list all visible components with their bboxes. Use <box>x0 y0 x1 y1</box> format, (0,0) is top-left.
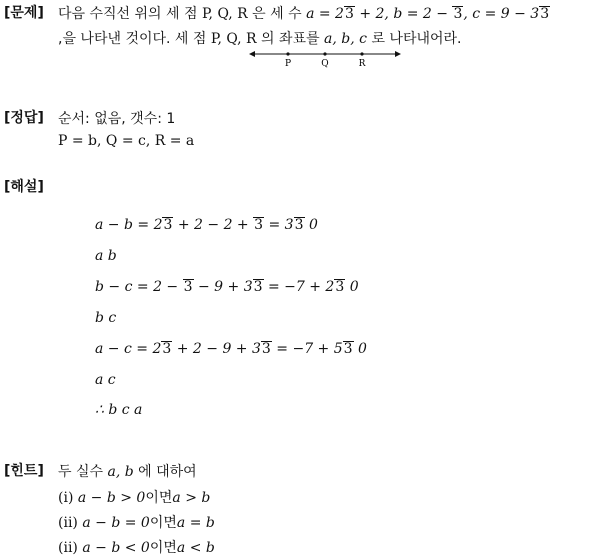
point-q-dot <box>323 52 326 55</box>
point-p-label: P <box>284 59 292 69</box>
number-line <box>249 49 401 71</box>
explanation-row-3: b − c = 2 − 3 − 9 + 33 = −7 + 23 0 <box>95 279 359 295</box>
answer-label: [정답] <box>4 110 44 126</box>
hint-line-4: (ii) a − b < 0이면a < b <box>58 540 215 556</box>
problem-label: [문제] <box>4 5 44 21</box>
explanation-conclusion: ∴ b c a <box>95 402 143 418</box>
hint-line-1: 두 실수 a, b 에 대하여 <box>58 464 197 480</box>
problem-line-1: 다음 수직선 위의 세 점 P, Q, R 은 세 수 a = 23 + 2, b = 2 − 3, c = 9 − 33 <box>58 6 550 22</box>
explanation-label: [해설] <box>4 179 44 195</box>
hint-line-3: (ii) a − b = 0이면a = b <box>58 515 215 531</box>
hint-line-2: (i) a − b > 0이면a > b <box>58 490 211 506</box>
problem-line-2: ,을 나타낸 것이다. 세 점 P, Q, R 의 좌표를 a, b, c 로 나타내어라. <box>58 31 462 47</box>
explanation-row-4: b c <box>95 310 117 326</box>
answer-line-2: P = b, Q = c, R = a <box>58 133 195 149</box>
right-arrow-icon <box>395 51 401 57</box>
point-q-label: Q <box>321 59 329 69</box>
point-p-dot <box>286 52 289 55</box>
explanation-row-6: a c <box>95 372 116 388</box>
point-r-dot <box>360 52 363 55</box>
answer-line-1: 순서: 없음, 갯수: 1 <box>58 111 176 127</box>
left-arrow-icon <box>249 51 255 57</box>
point-r-label: R <box>358 59 366 69</box>
explanation-row-2: a b <box>95 248 117 264</box>
hint-label: [힌트] <box>4 463 44 479</box>
explanation-row-1: a − b = 23 + 2 − 2 + 3 = 33 0 <box>95 217 318 233</box>
explanation-row-5: a − c = 23 + 2 − 9 + 33 = −7 + 53 0 <box>95 341 367 357</box>
